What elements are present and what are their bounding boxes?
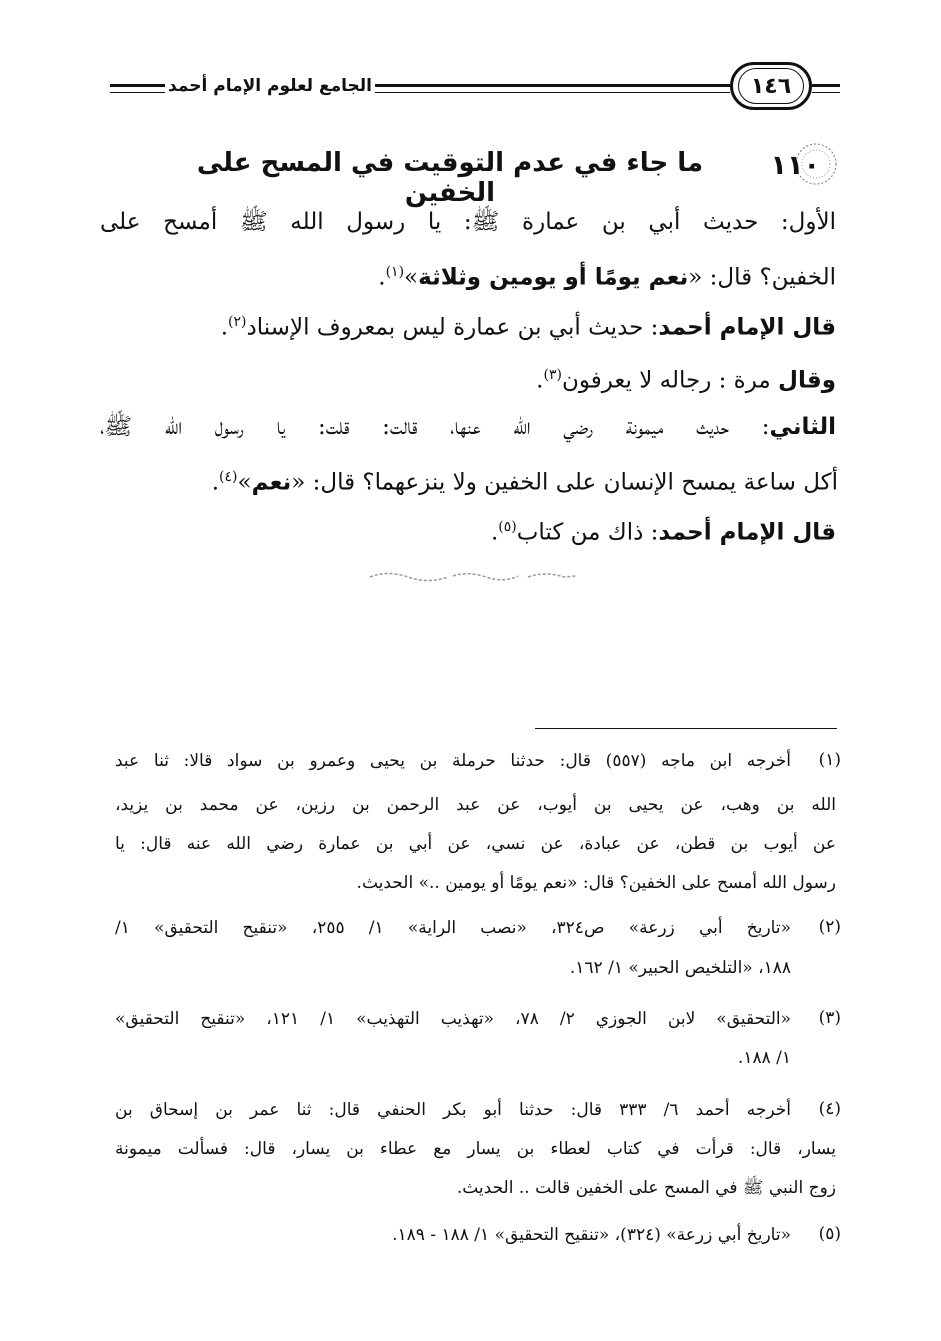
speaker-label: قال الإمام أحمد <box>658 314 836 341</box>
body-line-2 <box>378 256 836 294</box>
body-text: : حديث ميمونة رضي الله عنها، قالت: قلت: يا رسول الله ﷺ، <box>100 414 770 440</box>
footnote-ref[interactable]: (٣) <box>543 367 562 383</box>
section-number: ١١٠ <box>770 150 820 181</box>
header-rule-right-thin <box>812 92 840 93</box>
body-text: . <box>490 519 499 546</box>
footnote-separator <box>535 728 837 729</box>
footnote-line: زوج النبي ﷺ في المسح على الخفين قالت .. الحديث. <box>456 1178 836 1198</box>
footnote-line: أخرجه أحمد ٦/ ٣٣٣ قال: حدثنا أبو بكر الحنفي قال: ثنا عمر بن إسحاق بن <box>115 1100 792 1120</box>
footnote-ref[interactable]: (٥) <box>498 519 517 535</box>
body-text: الأول: حديث أبي بن عمارة ﷺ: يا رسول الله ﷺ أمسح على <box>100 209 837 235</box>
footnote-line: «تاريخ أبي زرعة» (٣٢٤)، «تنقيح التحقيق» ١/ ١٨٨ - ١٨٩. <box>392 1225 791 1245</box>
header-rule-middle <box>375 84 730 87</box>
speaker-label: وقال <box>778 367 836 394</box>
body-text: الخفين؟ قال: « <box>688 264 836 291</box>
header-rule-left-thin <box>110 92 165 93</box>
body-line-4 <box>536 359 836 397</box>
footnote-line: يسار، قال: قرأت في كتاب لعطاء بن يسار مع عطاء بن يسار، قال: فسألت ميمونة <box>115 1139 836 1159</box>
footnote-ref[interactable]: (٤) <box>219 469 238 485</box>
footnote-line: عن أيوب بن قطن، عن عبادة، عن نسي، عن أبي بن عمارة رضي الله عنه قال: يا <box>115 834 836 854</box>
body-text: مرة : رجاله لا يعرفون <box>561 367 779 394</box>
speaker-label: قال الإمام أحمد <box>658 519 836 546</box>
body-text: » <box>237 469 252 496</box>
footnote-line: الله بن وهب، عن يحيى بن أيوب، عن عبد الرحمن بن رزين، عن محمد بن يزيد، <box>115 795 836 815</box>
footnote-line: ١٨٨، «التلخيص الحبير» ١/ ١٦٢. <box>569 958 791 978</box>
footnote-line: رسول الله أمسح على الخفين؟ قال: «نعم يومًا أو يومين ..» الحديث. <box>356 873 836 893</box>
page-number-frame <box>730 62 812 110</box>
section-divider-ornament-icon <box>368 568 578 584</box>
footnote-number: (٤) <box>818 1099 841 1119</box>
footnote-number: (٣) <box>818 1008 841 1028</box>
body-line-3 <box>221 306 836 344</box>
section-title: ما جاء في عدم التوقيت في المسح على الخفين <box>196 148 704 208</box>
body-line-1 <box>100 206 836 238</box>
footnote-number: (٥) <box>818 1224 841 1244</box>
body-text: أكل ساعة يمسح الإنسان على الخفين ولا ينزعهما؟ قال: « <box>291 469 838 496</box>
footnote-line: «تاريخ أبي زرعة» ص٣٢٤، «نصب الراية» ١/ ٢٥٥، «تنقيح التحقيق» ١/ <box>115 918 791 938</box>
speaker-label: الثاني <box>769 414 836 440</box>
body-text: . <box>536 367 544 394</box>
hadith-quote: نعم يومًا أو يومين وثلاثة <box>418 264 689 291</box>
body-line-6 <box>212 461 838 499</box>
body-text: . <box>378 264 386 291</box>
header-rule-middle-thin <box>375 92 730 93</box>
footnote-number: (١) <box>818 750 841 770</box>
body-line-5 <box>100 411 836 443</box>
footnote-line: أخرجه ابن ماجه (٥٥٧) قال: حدثنا حرملة بن يحيى وعمرو بن سواد قالا: ثنا عبد <box>115 751 792 771</box>
footnote-number: (٢) <box>818 917 841 937</box>
hadith-quote: نعم <box>251 469 292 496</box>
footnote-line: «التحقيق» لابن الجوزي ٢/ ٧٨، «تهذيب التهذيب» ١/ ١٢١، «تنقيح التحقيق» <box>115 1009 792 1029</box>
running-title: الجامع لعلوم الإمام أحمد <box>165 76 375 96</box>
footnote-ref[interactable]: (١) <box>385 264 405 280</box>
header-rule-left <box>110 84 165 87</box>
body-text: : حديث أبي بن عمارة ليس بمعروف الإسناد <box>246 314 659 341</box>
body-text: : ذاك من كتاب <box>516 519 659 546</box>
header-rule-right <box>812 84 840 87</box>
body-line-7 <box>491 511 836 549</box>
footnote-ref[interactable]: (٢) <box>228 314 247 330</box>
footnote-line: ١/ ١٨٨. <box>737 1048 791 1068</box>
page-number: ١٤٦ <box>738 68 804 104</box>
body-text: . <box>211 469 220 496</box>
body-text: » <box>404 264 419 291</box>
body-text: . <box>220 314 229 341</box>
